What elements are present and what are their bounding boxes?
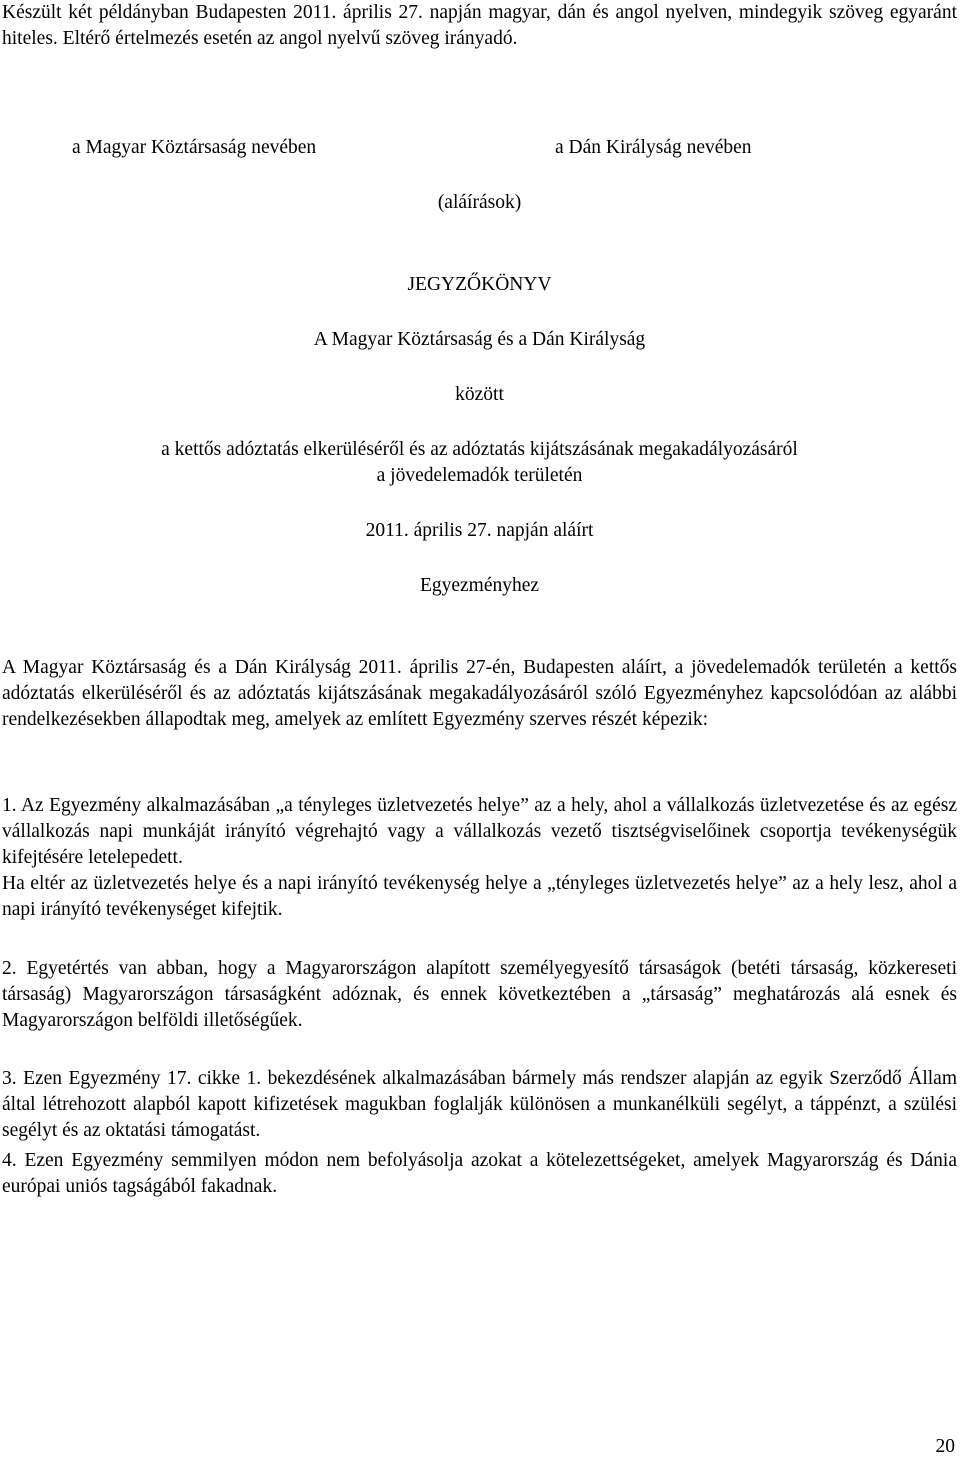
signatures-placeholder: (aláírások) — [437, 192, 522, 213]
protocol-title: JEGYZŐKÖNYV — [407, 274, 552, 295]
preamble-block — [2, 655, 957, 733]
item-1-paragraph-2: Ha eltér az üzletvezetés helye és a napi irányító tevékenység helye a „tényleges üzletvezetés helye” az a hely lesz, ahol a napi irányító tevékenységet kifejtik. — [2, 873, 957, 920]
item-3-paragraph: 3. Ezen Egyezmény 17. cikke 1. bekezdésének alkalmazásában bármely más rendszer alapján az egyik Szerződő Állam által létrehozott alapból kapott kifizetések magukban foglalják különösen a munkanélküli segélyt, a táppénzt, a szülési segélyt és az oktatási támogatást. — [2, 1068, 957, 1141]
document-page — [2, 0, 957, 1459]
heading-parties: A Magyar Köztársaság és a Dán Királyság — [313, 329, 646, 350]
heading-between: között — [455, 384, 504, 405]
item-4 — [2, 1148, 957, 1200]
item-3 — [2, 1066, 957, 1144]
item-1-paragraph: 1. Az Egyezmény alkalmazásában „a tényleges üzletvezetés helye” az a hely, ahol a vállalkozás üzletvezetése és az egész vállalkozás napi munkáját irányító végrehajtó vagy a vállalkozás vezető tisztségviselőinek csoportja tevékenységük kifejtésére letelepedett. — [2, 795, 957, 868]
signature-label-hungary: a Magyar Köztársaság nevében — [72, 137, 317, 158]
heading-date: 2011. április 27. napján aláírt — [365, 520, 594, 541]
item-4-paragraph: 4. Ezen Egyezmény semmilyen módon nem befolyásolja azokat a kötelezettségeket, amelyek Magyarország és Dánia európai uniós tagságából fakadnak. — [2, 1150, 957, 1197]
page-number: 20 — [935, 1436, 955, 1457]
item-1 — [2, 793, 957, 923]
heading-convention: Egyezményhez — [419, 575, 540, 596]
signature-label-denmark: a Dán Királyság nevében — [555, 137, 752, 158]
item-2-paragraph: 2. Egyetértés van abban, hogy a Magyarországon alapított személyegyesítő társaságok (betéti társaság, közkereseti társaság) Magyarországon társaságként adóznak, és ennek következtében a „társaság” meghatározás alá esnek és Magyarországon belföldi illetőségűek. — [2, 958, 957, 1031]
intro-paragraph: Készült két példányban Budapesten 2011. április 27. napján magyar, dán és angol nyelven, mindegyik szöveg egyaránt hiteles. Eltérő értelmezés esetén az angol nyelvű szöveg irányadó. — [2, 2, 957, 49]
heading-scope: a jövedelemadók területén — [376, 465, 583, 486]
preamble-paragraph: A Magyar Köztársaság és a Dán Királyság 2011. április 27-én, Budapesten aláírt, a jövedelemadók területén a kettős adóztatás elkerüléséről és az adóztatás kijátszásának megakadályozásáról szóló Egyezményhez kapcsolódóan az alábbi rendelkezésekben állapodtak meg, amelyek az említett Egyezmény szerves részét képezik: — [2, 657, 957, 730]
heading-subject: a kettős adóztatás elkerüléséről és az adóztatás kijátszásának megakadályozásáról — [161, 439, 798, 460]
item-2 — [2, 956, 957, 1034]
